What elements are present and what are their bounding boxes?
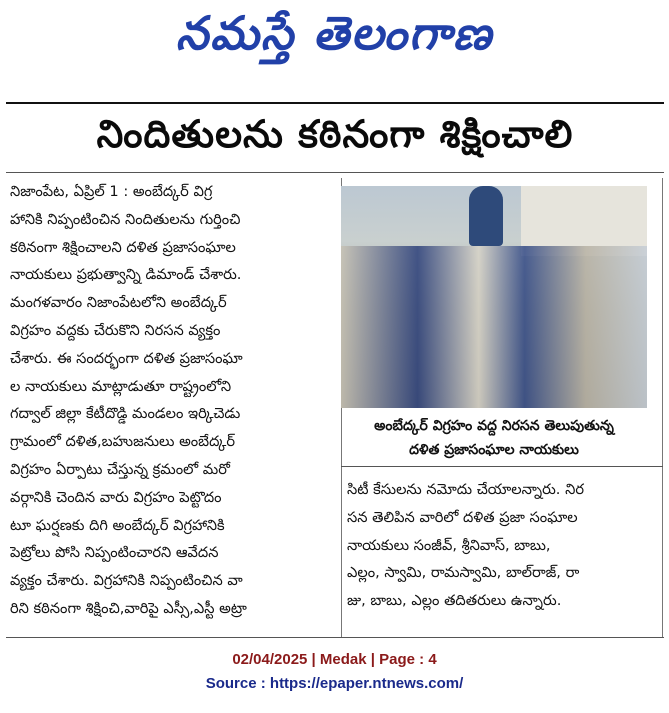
body-line: ల నాయకులు మాట్లాడుతూ రాష్ట్రంలోని [10, 377, 232, 395]
body-line: మంగళవారం నిజాంపేటలోని అంబేద్కర్ [10, 294, 227, 312]
body-line: పెట్రోలు పోసి నిప్పంటించారని ఆవేదన [10, 544, 219, 562]
body-line: నాయకులు ప్రభుత్వాన్ని డిమాండ్ చేశారు. [10, 266, 242, 284]
footer-date-edition: 02/04/2025 | Medak | Page : 4 [232, 651, 437, 668]
bottom-rule [6, 637, 664, 638]
masthead-title: నమస్తే తెలంగాణ [175, 6, 494, 60]
news-photo [341, 186, 647, 408]
body-line: విగ్రహం ఏర్పాటు చేస్తున్న క్రమంలో మరో [10, 460, 230, 478]
caption-line-2: దళిత ప్రజాసంఘాల నాయకులు [409, 442, 579, 458]
body-line: టూ ఘర్షణకు దిగి అంబేద్కర్ విగ్రహానికి [10, 516, 225, 534]
body-line: జు, బాబు, ఎల్లం తదితరులు ఉన్నారు. [347, 592, 562, 610]
article-headline: నిందితులను కఠినంగా శిక్షించాలి [96, 112, 574, 156]
article-body-right [347, 476, 659, 615]
body-line: విగ్రహం వద్దకు చేరుకొని నిరసన వ్యక్తం [10, 321, 221, 339]
body-line: చేశారు. ఈ సందర్భంగా దళిత ప్రజాసంఘా [10, 349, 243, 367]
photo-statue-icon [469, 186, 503, 246]
top-rule [6, 102, 664, 104]
caption-rule [341, 466, 663, 467]
body-line: నిజాంపేట, ఏప్రిల్ 1 : అంబేద్కర్ విగ్ర [10, 183, 213, 200]
body-line: ఎల్లం, స్వామి, రామస్వామి, బాల్‌రాజ్, రా [347, 564, 580, 582]
right-border [662, 178, 663, 638]
body-line: గద్వాల్ జిల్లా కేటీదొడ్డి మండలం ఇర్కిచెడు [10, 405, 241, 423]
photo-caption [341, 414, 647, 462]
body-line: వ్యక్తం చేశారు. విగ్రహానికి నిప్పంటించిన వా [10, 572, 243, 590]
body-line: వర్గానికి చెందిన వారు విగ్రహం పెట్టొదం [10, 488, 222, 506]
caption-line-1: అంబేద్కర్ విగ్రహం వద్ద నిరసన తెలుపుతున్న [374, 418, 614, 434]
article-body-left [10, 178, 338, 623]
footer-source: Source : https://epaper.ntnews.com/ [205, 675, 464, 692]
body-line: సన తెలిపిన వారిలో దళిత ప్రజా సంఘాల [347, 508, 578, 526]
body-line: గ్రామంలో దళిత,బహుజనులు అంబేద్కర్ [10, 433, 235, 451]
body-line: నాయకులు సంజీవ్, శ్రీనివాస్, బాబు, [347, 536, 551, 554]
headline-rule [6, 172, 664, 173]
photo-crowd [341, 246, 647, 408]
masthead [0, 0, 669, 78]
body-line: సిటీ కేసులను నమోదు చేయాలన్నారు. నిర [347, 481, 584, 498]
body-line: హానికి నిప్పంటించిన నిందితులను గుర్తించి [10, 210, 241, 228]
body-line: రిని కఠినంగా శిక్షించి,వారిపై ఎస్సీ,ఎస్టీ అట్రా [10, 599, 247, 617]
body-line: కఠినంగా శిక్షించాలని దళిత ప్రజాసంఘాల [10, 238, 236, 256]
